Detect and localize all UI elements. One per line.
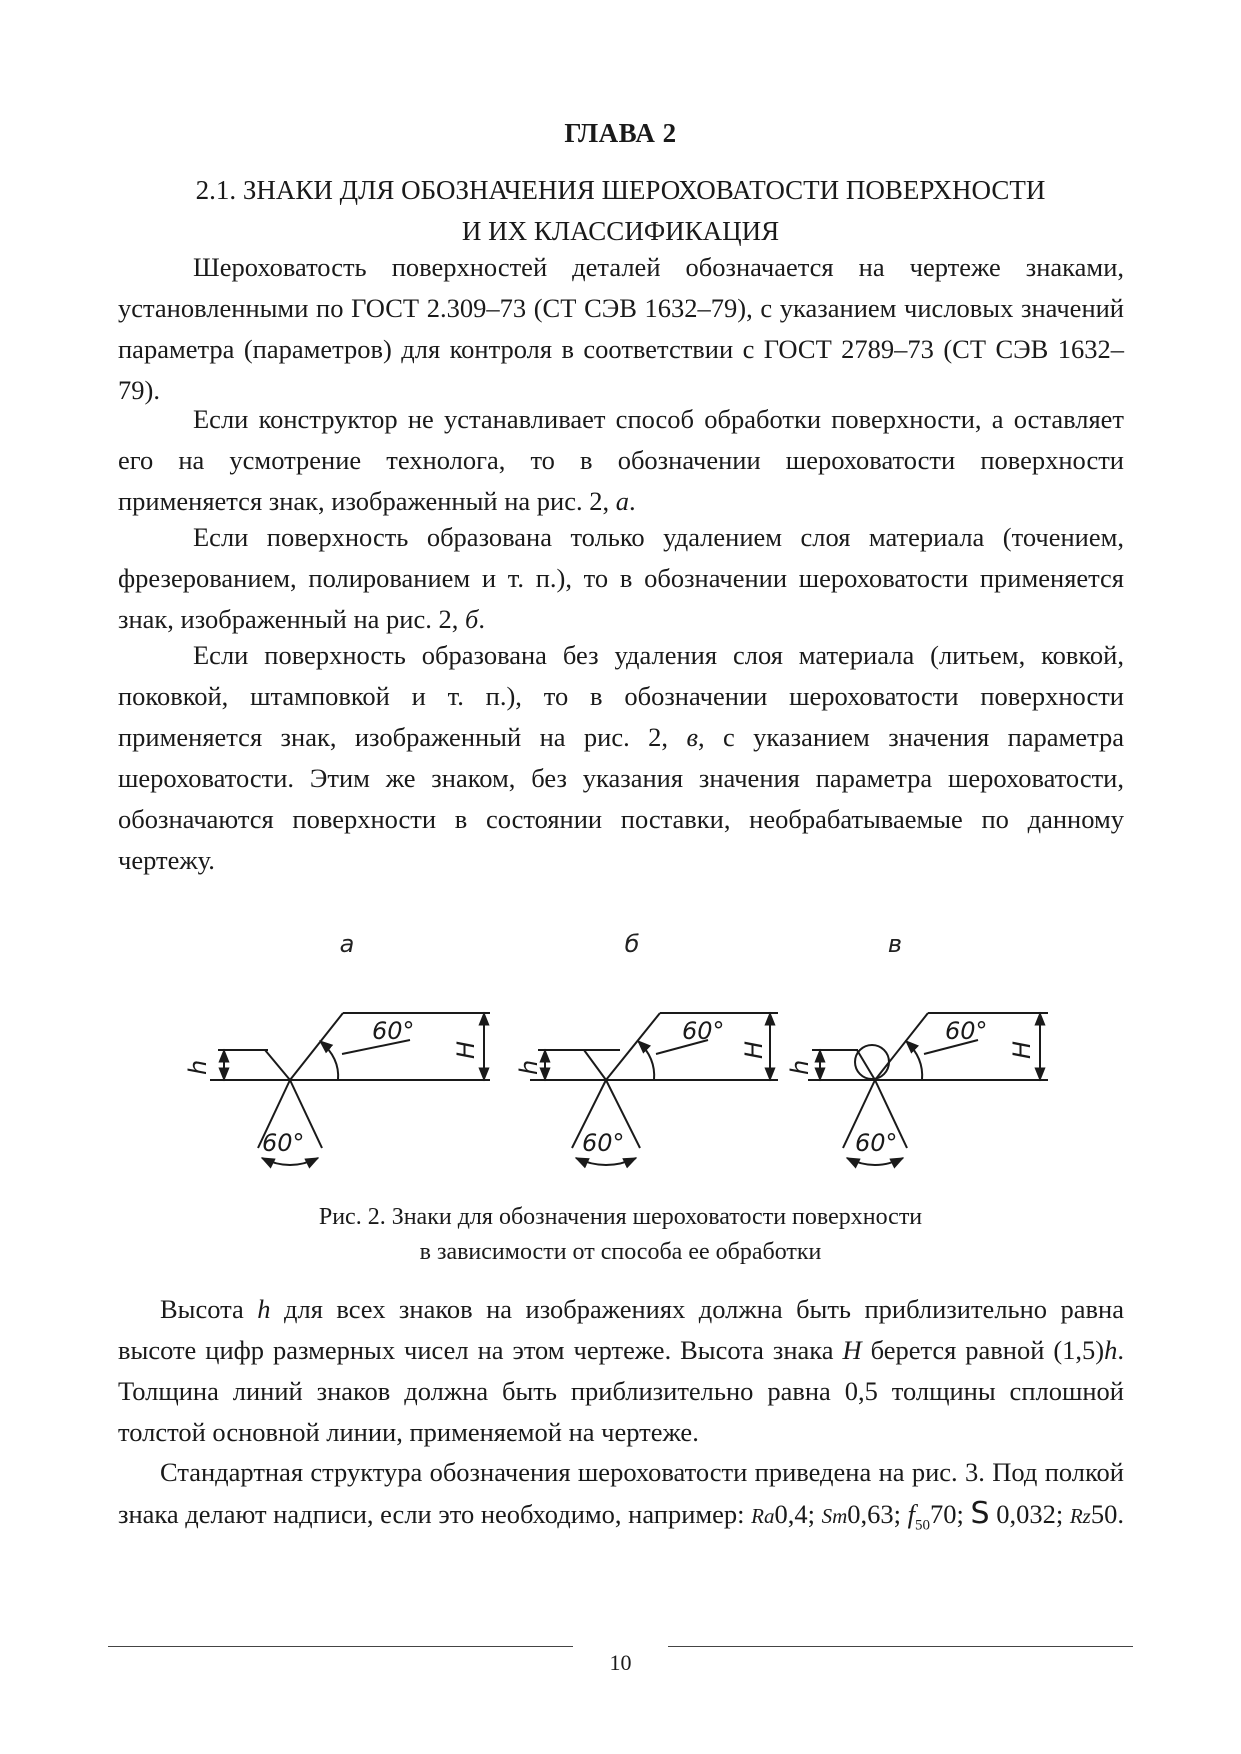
figure-ref-a: а — [615, 486, 629, 516]
p6-value-4: 0,032; — [989, 1499, 1070, 1529]
figure-caption-line-2: в зависимости от способа ее обработки — [419, 1239, 822, 1265]
paragraph-6 — [118, 1452, 1124, 1546]
sign-a-angle-arc-top — [320, 1041, 338, 1080]
sign-v-angle-label-top: 60° — [945, 1017, 988, 1045]
paragraph-1: Шероховатость поверхностей деталей обозначается на чертеже знаками, установленными по ГОСТ 2.309–73 (СТ СЭВ 1632–79), с указанием числовых значений параметра (параметров) для контроля в соответствии с ГОСТ 2789–73 (СТ СЭВ 1632–79). — [118, 252, 1124, 405]
footer-rule-right — [668, 1646, 1133, 1647]
sign-v-short-leg — [857, 1050, 875, 1080]
sign-a-long-leg — [290, 1013, 343, 1080]
sign-b-short-leg — [584, 1050, 606, 1080]
p6-text-1: Стандартная структура обозначения шероховатости приведена на рис. 3. Под полкой знака делают надписи, если это необходимо, например: — [118, 1457, 1124, 1529]
p5-var-h-2: h — [1104, 1335, 1118, 1365]
paragraph-4 — [118, 635, 1124, 881]
p5-var-h: h — [257, 1294, 271, 1324]
section-title-line-1: 2.1. ЗНАКИ ДЛЯ ОБОЗНАЧЕНИЯ ШЕРОХОВАТОСТИ ПОВЕРХНОСТИ — [195, 175, 1046, 205]
p5-text-3: берется равной (1,5) — [861, 1335, 1105, 1365]
p6-param-f-subscript: 50 — [915, 1517, 931, 1534]
sign-b — [530, 1013, 778, 1165]
sign-b-h-label: h — [515, 1059, 543, 1075]
p6-value-2: 0,63; — [847, 1499, 908, 1529]
section-title — [0, 170, 1241, 252]
p6-param-f: f — [907, 1499, 916, 1529]
figure-ref-b: б — [464, 604, 479, 634]
paragraph-5 — [118, 1289, 1124, 1453]
sign-v-long-leg — [875, 1013, 928, 1080]
p6-param-s: S — [970, 1496, 990, 1531]
figure-caption — [0, 1200, 1241, 1270]
sign-v-angle-label-bottom: 60° — [855, 1129, 898, 1157]
figure-label-v: в — [887, 930, 903, 958]
sign-b-angle-arc-top — [638, 1041, 654, 1080]
footer-rule-left — [108, 1646, 573, 1647]
paragraph-3: Если поверхность образована только удалением слоя материала (точением, фрезерованием, полированием и т. п.), то в обозначении шероховатости применяется знак, изображенный на рис. 2, б. — [118, 522, 1124, 634]
sign-b-angle-label-bottom: 60° — [582, 1129, 625, 1157]
p6-value-5: 50. — [1090, 1499, 1124, 1529]
paragraph-3-text: Если поверхность образована только удалением слоя материала (точением, фрезерованием, полированием и т. п.), то в обозначении шероховатости применяется знак, изображенный на рис. 2, — [118, 522, 1124, 634]
paragraph-2: Если конструктор не устанавливает способ обработки поверхности, а оставляет его на усмотрение технолога, то в обозначении шероховатости поверхности применяется знак, изображенный на рис. 2, а. — [118, 404, 1124, 516]
sign-b-long-leg — [606, 1013, 660, 1080]
paragraph-2-text: Если конструктор не устанавливает способ обработки поверхности, а оставляет его на усмотрение технолога, то в обозначении шероховатости поверхности применяется знак, изображенный на рис. 2, — [118, 404, 1124, 516]
sign-a-short-leg — [265, 1050, 290, 1080]
chapter-title: ГЛАВА 2 — [564, 118, 677, 148]
p5-text-1: Высота — [160, 1294, 258, 1324]
sign-a-angle-label-top: 60° — [372, 1017, 415, 1045]
p6-param-sm: Sm — [821, 1504, 848, 1528]
figure-label-b: б — [624, 930, 640, 958]
page-number: 10 — [609, 1650, 632, 1675]
sign-v — [808, 1013, 1048, 1165]
p6-value-3: 70; — [930, 1499, 971, 1529]
paragraph-4-text-1: Если поверхность образована без удаления слоя материала (литьем, ковкой, поковкой, штамповкой и т. п.), то в обозначении шероховатости поверхности применяется знак, изображенный на рис. 2, — [118, 640, 1124, 752]
sign-v-h-label: h — [786, 1059, 814, 1075]
sign-b-angle-arc-bottom — [576, 1158, 636, 1165]
p5-var-H: H — [842, 1335, 862, 1365]
p6-param-rz: Rz — [1069, 1504, 1091, 1528]
sign-a-angle-label-bottom: 60° — [262, 1129, 305, 1157]
figure-label-a: а — [339, 930, 355, 958]
sign-b-H-label: H — [740, 1040, 768, 1059]
figure-ref-v: в — [686, 722, 698, 752]
sign-a-H-label: H — [452, 1040, 480, 1059]
p5-text-2: для всех знаков на изображениях должна быть приблизительно равна высоте цифр размерных чисел на этом чертеже. Высота знака — [118, 1294, 1124, 1365]
p6-param-ra: Ra — [751, 1504, 775, 1528]
p5-text-4: . Толщина линий знаков должна быть приблизительно равна 0,5 толщины сплошной толстой основной линии, применяемой на чертеже. — [118, 1335, 1124, 1447]
figure-caption-line-1: Рис. 2. Знаки для обозначения шероховатости поверхности — [318, 1204, 923, 1230]
sign-a-h-label: h — [184, 1059, 212, 1075]
roughness-signs-figure — [0, 930, 1241, 1200]
sign-a — [210, 1013, 490, 1165]
sign-v-angle-arc-top — [906, 1041, 922, 1080]
sign-a-angle-arc-bottom — [262, 1158, 318, 1165]
p6-value-1: 0,4; — [774, 1499, 822, 1529]
sign-v-H-label: H — [1008, 1040, 1036, 1059]
sign-v-angle-arc-bottom — [847, 1158, 903, 1165]
section-title-line-2: И ИХ КЛАССИФИКАЦИЯ — [461, 216, 780, 246]
paragraph-4-text-2: , с указанием значения параметра шероховатости. Этим же знаком, без указания значения параметра шероховатости, обозначаются поверхности в состоянии поставки, необрабатываемые по данному чертежу. — [118, 722, 1124, 875]
sign-b-angle-label-top: 60° — [682, 1017, 725, 1045]
